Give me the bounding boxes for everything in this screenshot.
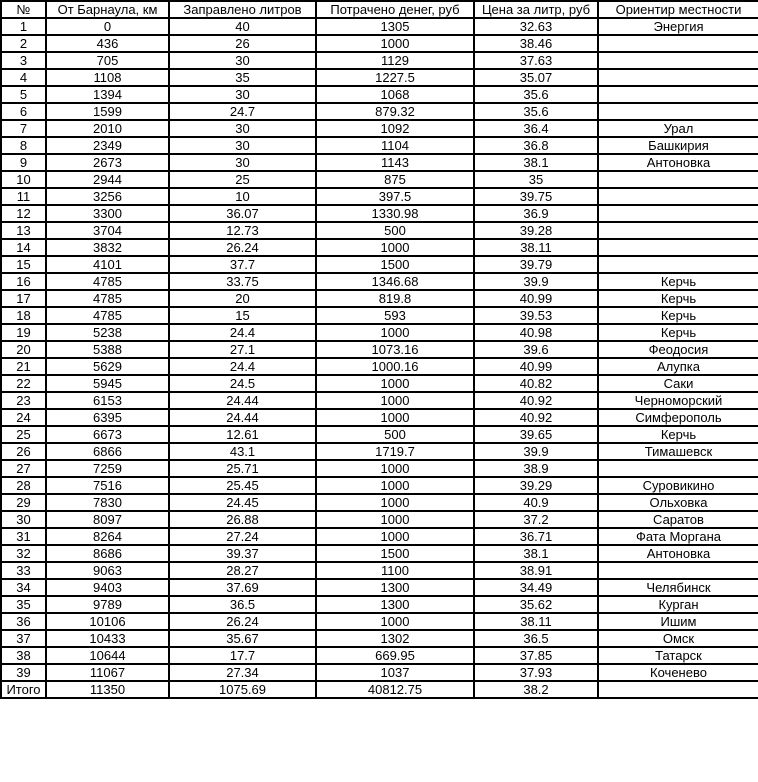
table-cell-r20-c4[interactable]: 39.6 xyxy=(474,341,598,358)
table-cell-r6-c0[interactable]: 6 xyxy=(1,103,46,120)
table-cell-r24-c3[interactable]: 1000 xyxy=(316,409,474,426)
table-cell-r28-c4[interactable]: 39.29 xyxy=(474,477,598,494)
table-cell-r7-c4[interactable]: 36.4 xyxy=(474,120,598,137)
table-cell-r36-c4[interactable]: 38.11 xyxy=(474,613,598,630)
table-cell-r2-c2[interactable]: 26 xyxy=(169,35,316,52)
table-cell-r26-c4[interactable]: 39.9 xyxy=(474,443,598,460)
table-cell-r35-c5[interactable]: Курган xyxy=(598,596,758,613)
table-cell-r32-c4[interactable]: 38.1 xyxy=(474,545,598,562)
table-row-9 xyxy=(1,154,758,171)
table-cell-r25-c4[interactable]: 39.65 xyxy=(474,426,598,443)
table-cell-r33-c2[interactable]: 28.27 xyxy=(169,562,316,579)
table-cell-r39-c5[interactable]: Коченево xyxy=(598,664,758,681)
table-cell-r3-c5[interactable] xyxy=(598,52,758,69)
table-cell-r31-c3[interactable]: 1000 xyxy=(316,528,474,545)
total-cell-1[interactable]: 11350 xyxy=(46,681,169,698)
table-cell-r14-c4[interactable]: 38.11 xyxy=(474,239,598,256)
table-cell-r31-c0[interactable]: 31 xyxy=(1,528,46,545)
table-cell-r13-c4[interactable]: 39.28 xyxy=(474,222,598,239)
table-cell-r32-c0[interactable]: 32 xyxy=(1,545,46,562)
table-cell-r29-c5[interactable]: Ольховка xyxy=(598,494,758,511)
table-cell-r5-c0[interactable]: 5 xyxy=(1,86,46,103)
table-cell-r13-c2[interactable]: 12.73 xyxy=(169,222,316,239)
table-row-36 xyxy=(1,613,758,630)
table-cell-r1-c4[interactable]: 32.63 xyxy=(474,18,598,35)
table-cell-r35-c0[interactable]: 35 xyxy=(1,596,46,613)
table-cell-r9-c5[interactable]: Антоновка xyxy=(598,154,758,171)
total-cell-3[interactable]: 40812.75 xyxy=(316,681,474,698)
table-cell-r19-c0[interactable]: 19 xyxy=(1,324,46,341)
table-cell-r28-c5[interactable]: Суровикино xyxy=(598,477,758,494)
table-cell-r37-c3[interactable]: 1302 xyxy=(316,630,474,647)
table-row-17 xyxy=(1,290,758,307)
header-cell-2[interactable]: Заправлено литров xyxy=(169,1,316,18)
table-cell-r4-c1[interactable]: 1108 xyxy=(46,69,169,86)
table-cell-r15-c4[interactable]: 39.79 xyxy=(474,256,598,273)
table-cell-r16-c2[interactable]: 33.75 xyxy=(169,273,316,290)
table-cell-r12-c1[interactable]: 3300 xyxy=(46,205,169,222)
table-cell-r21-c4[interactable]: 40.99 xyxy=(474,358,598,375)
table-cell-r23-c5[interactable]: Черноморский xyxy=(598,392,758,409)
table-cell-r9-c2[interactable]: 30 xyxy=(169,154,316,171)
table-row-19 xyxy=(1,324,758,341)
table-cell-r36-c1[interactable]: 10106 xyxy=(46,613,169,630)
table-cell-r23-c2[interactable]: 24.44 xyxy=(169,392,316,409)
table-cell-r5-c3[interactable]: 1068 xyxy=(316,86,474,103)
table-cell-r2-c5[interactable] xyxy=(598,35,758,52)
table-cell-r7-c0[interactable]: 7 xyxy=(1,120,46,137)
table-row-21 xyxy=(1,358,758,375)
table-cell-r35-c2[interactable]: 36.5 xyxy=(169,596,316,613)
table-cell-r39-c0[interactable]: 39 xyxy=(1,664,46,681)
table-cell-r24-c5[interactable]: Симферополь xyxy=(598,409,758,426)
table-cell-r4-c3[interactable]: 1227.5 xyxy=(316,69,474,86)
table-cell-r8-c0[interactable]: 8 xyxy=(1,137,46,154)
table-cell-r30-c4[interactable]: 37.2 xyxy=(474,511,598,528)
table-cell-r7-c2[interactable]: 30 xyxy=(169,120,316,137)
table-cell-r23-c3[interactable]: 1000 xyxy=(316,392,474,409)
table-cell-r26-c1[interactable]: 6866 xyxy=(46,443,169,460)
table-cell-r25-c5[interactable]: Керчь xyxy=(598,426,758,443)
table-row-3 xyxy=(1,52,758,69)
table-cell-r3-c1[interactable]: 705 xyxy=(46,52,169,69)
table-cell-r3-c3[interactable]: 1129 xyxy=(316,52,474,69)
table-cell-r22-c1[interactable]: 5945 xyxy=(46,375,169,392)
table-cell-r33-c0[interactable]: 33 xyxy=(1,562,46,579)
table-row-18 xyxy=(1,307,758,324)
table-cell-r16-c0[interactable]: 16 xyxy=(1,273,46,290)
header-cell-5[interactable]: Ориентир местности xyxy=(598,1,758,18)
table-cell-r22-c2[interactable]: 24.5 xyxy=(169,375,316,392)
fuel-log-table-header xyxy=(1,1,758,18)
table-cell-r39-c4[interactable]: 37.93 xyxy=(474,664,598,681)
table-cell-r4-c0[interactable]: 4 xyxy=(1,69,46,86)
table-cell-r21-c5[interactable]: Алупка xyxy=(598,358,758,375)
table-cell-r29-c0[interactable]: 29 xyxy=(1,494,46,511)
table-cell-r12-c5[interactable] xyxy=(598,205,758,222)
table-cell-r15-c5[interactable] xyxy=(598,256,758,273)
table-cell-r23-c0[interactable]: 23 xyxy=(1,392,46,409)
header-cell-0[interactable]: № xyxy=(1,1,46,18)
table-cell-r36-c2[interactable]: 26.24 xyxy=(169,613,316,630)
table-cell-r35-c4[interactable]: 35.62 xyxy=(474,596,598,613)
table-cell-r36-c5[interactable]: Ишим xyxy=(598,613,758,630)
table-cell-r13-c3[interactable]: 500 xyxy=(316,222,474,239)
table-cell-r25-c0[interactable]: 25 xyxy=(1,426,46,443)
table-cell-r14-c1[interactable]: 3832 xyxy=(46,239,169,256)
table-cell-r4-c2[interactable]: 35 xyxy=(169,69,316,86)
table-row-13 xyxy=(1,222,758,239)
table-cell-r27-c1[interactable]: 7259 xyxy=(46,460,169,477)
table-cell-r24-c1[interactable]: 6395 xyxy=(46,409,169,426)
table-cell-r31-c1[interactable]: 8264 xyxy=(46,528,169,545)
table-cell-r26-c5[interactable]: Тимашевск xyxy=(598,443,758,460)
total-cell-4[interactable]: 38.2 xyxy=(474,681,598,698)
table-cell-r7-c1[interactable]: 2010 xyxy=(46,120,169,137)
header-cell-3[interactable]: Потрачено денег, руб xyxy=(316,1,474,18)
table-cell-r10-c2[interactable]: 25 xyxy=(169,171,316,188)
table-cell-r23-c4[interactable]: 40.92 xyxy=(474,392,598,409)
table-cell-r25-c1[interactable]: 6673 xyxy=(46,426,169,443)
table-cell-r8-c1[interactable]: 2349 xyxy=(46,137,169,154)
table-cell-r29-c3[interactable]: 1000 xyxy=(316,494,474,511)
table-cell-r37-c4[interactable]: 36.5 xyxy=(474,630,598,647)
table-cell-r30-c1[interactable]: 8097 xyxy=(46,511,169,528)
table-cell-r35-c3[interactable]: 1300 xyxy=(316,596,474,613)
table-cell-r33-c3[interactable]: 1100 xyxy=(316,562,474,579)
table-row-37 xyxy=(1,630,758,647)
table-cell-r34-c2[interactable]: 37.69 xyxy=(169,579,316,596)
table-cell-r19-c3[interactable]: 1000 xyxy=(316,324,474,341)
table-cell-r38-c5[interactable]: Татарск xyxy=(598,647,758,664)
table-cell-r10-c0[interactable]: 10 xyxy=(1,171,46,188)
table-cell-r16-c1[interactable]: 4785 xyxy=(46,273,169,290)
table-cell-r9-c1[interactable]: 2673 xyxy=(46,154,169,171)
table-cell-r8-c4[interactable]: 36.8 xyxy=(474,137,598,154)
table-cell-r22-c5[interactable]: Саки xyxy=(598,375,758,392)
table-cell-r11-c5[interactable] xyxy=(598,188,758,205)
table-cell-r20-c2[interactable]: 27.1 xyxy=(169,341,316,358)
table-cell-r4-c4[interactable]: 35.07 xyxy=(474,69,598,86)
table-cell-r19-c5[interactable]: Керчь xyxy=(598,324,758,341)
table-cell-r21-c0[interactable]: 21 xyxy=(1,358,46,375)
table-cell-r33-c1[interactable]: 9063 xyxy=(46,562,169,579)
total-row xyxy=(1,681,758,698)
total-cell-5[interactable] xyxy=(598,681,758,698)
table-cell-r25-c2[interactable]: 12.61 xyxy=(169,426,316,443)
table-cell-r17-c5[interactable]: Керчь xyxy=(598,290,758,307)
table-cell-r3-c4[interactable]: 37.63 xyxy=(474,52,598,69)
table-cell-r30-c2[interactable]: 26.88 xyxy=(169,511,316,528)
table-cell-r11-c1[interactable]: 3256 xyxy=(46,188,169,205)
table-cell-r32-c5[interactable]: Антоновка xyxy=(598,545,758,562)
table-row-35 xyxy=(1,596,758,613)
table-cell-r25-c3[interactable]: 500 xyxy=(316,426,474,443)
table-row-32 xyxy=(1,545,758,562)
table-cell-r29-c1[interactable]: 7830 xyxy=(46,494,169,511)
table-row-31 xyxy=(1,528,758,545)
table-cell-r13-c5[interactable] xyxy=(598,222,758,239)
table-cell-r17-c3[interactable]: 819.8 xyxy=(316,290,474,307)
table-cell-r19-c1[interactable]: 5238 xyxy=(46,324,169,341)
table-cell-r2-c1[interactable]: 436 xyxy=(46,35,169,52)
table-cell-r27-c0[interactable]: 27 xyxy=(1,460,46,477)
table-cell-r1-c5[interactable]: Энергия xyxy=(598,18,758,35)
table-cell-r37-c5[interactable]: Омск xyxy=(598,630,758,647)
table-cell-r31-c5[interactable]: Фата Моргана xyxy=(598,528,758,545)
table-cell-r24-c2[interactable]: 24.44 xyxy=(169,409,316,426)
table-cell-r16-c4[interactable]: 39.9 xyxy=(474,273,598,290)
table-row-15 xyxy=(1,256,758,273)
table-cell-r20-c0[interactable]: 20 xyxy=(1,341,46,358)
table-cell-r12-c3[interactable]: 1330.98 xyxy=(316,205,474,222)
table-row-6 xyxy=(1,103,758,120)
table-cell-r4-c5[interactable] xyxy=(598,69,758,86)
table-cell-r34-c0[interactable]: 34 xyxy=(1,579,46,596)
table-cell-r38-c4[interactable]: 37.85 xyxy=(474,647,598,664)
table-cell-r26-c2[interactable]: 43.1 xyxy=(169,443,316,460)
table-row-2 xyxy=(1,35,758,52)
table-cell-r6-c4[interactable]: 35.6 xyxy=(474,103,598,120)
table-cell-r27-c4[interactable]: 38.9 xyxy=(474,460,598,477)
table-cell-r20-c3[interactable]: 1073.16 xyxy=(316,341,474,358)
table-cell-r5-c5[interactable] xyxy=(598,86,758,103)
table-cell-r5-c1[interactable]: 1394 xyxy=(46,86,169,103)
table-cell-r10-c4[interactable]: 35 xyxy=(474,171,598,188)
table-cell-r11-c2[interactable]: 10 xyxy=(169,188,316,205)
table-row-33 xyxy=(1,562,758,579)
table-cell-r12-c2[interactable]: 36.07 xyxy=(169,205,316,222)
table-cell-r21-c3[interactable]: 1000.16 xyxy=(316,358,474,375)
table-row-29 xyxy=(1,494,758,511)
table-cell-r15-c0[interactable]: 15 xyxy=(1,256,46,273)
table-cell-r18-c0[interactable]: 18 xyxy=(1,307,46,324)
table-cell-r24-c0[interactable]: 24 xyxy=(1,409,46,426)
table-row-24 xyxy=(1,409,758,426)
table-cell-r30-c3[interactable]: 1000 xyxy=(316,511,474,528)
table-cell-r26-c3[interactable]: 1719.7 xyxy=(316,443,474,460)
table-cell-r37-c2[interactable]: 35.67 xyxy=(169,630,316,647)
table-cell-r35-c1[interactable]: 9789 xyxy=(46,596,169,613)
table-cell-r38-c2[interactable]: 17.7 xyxy=(169,647,316,664)
table-cell-r8-c3[interactable]: 1104 xyxy=(316,137,474,154)
table-cell-r11-c4[interactable]: 39.75 xyxy=(474,188,598,205)
table-cell-r1-c2[interactable]: 40 xyxy=(169,18,316,35)
header-cell-1[interactable]: От Барнаула, км xyxy=(46,1,169,18)
table-cell-r17-c0[interactable]: 17 xyxy=(1,290,46,307)
table-cell-r1-c3[interactable]: 1305 xyxy=(316,18,474,35)
header-cell-4[interactable]: Цена за литр, руб xyxy=(474,1,598,18)
table-cell-r17-c4[interactable]: 40.99 xyxy=(474,290,598,307)
table-cell-r36-c0[interactable]: 36 xyxy=(1,613,46,630)
table-cell-r14-c2[interactable]: 26.24 xyxy=(169,239,316,256)
table-row-20 xyxy=(1,341,758,358)
table-cell-r10-c3[interactable]: 875 xyxy=(316,171,474,188)
table-cell-r38-c0[interactable]: 38 xyxy=(1,647,46,664)
table-cell-r15-c1[interactable]: 4101 xyxy=(46,256,169,273)
table-cell-r14-c5[interactable] xyxy=(598,239,758,256)
table-row-16 xyxy=(1,273,758,290)
table-cell-r14-c3[interactable]: 1000 xyxy=(316,239,474,256)
table-cell-r39-c2[interactable]: 27.34 xyxy=(169,664,316,681)
table-row-8 xyxy=(1,137,758,154)
table-row-23 xyxy=(1,392,758,409)
table-cell-r32-c2[interactable]: 39.37 xyxy=(169,545,316,562)
table-cell-r6-c3[interactable]: 879.32 xyxy=(316,103,474,120)
table-cell-r39-c1[interactable]: 11067 xyxy=(46,664,169,681)
table-cell-r1-c1[interactable]: 0 xyxy=(46,18,169,35)
table-cell-r20-c1[interactable]: 5388 xyxy=(46,341,169,358)
table-row-7 xyxy=(1,120,758,137)
table-cell-r12-c4[interactable]: 36.9 xyxy=(474,205,598,222)
table-row-1 xyxy=(1,18,758,35)
table-cell-r6-c2[interactable]: 24.7 xyxy=(169,103,316,120)
table-row-10 xyxy=(1,171,758,188)
table-cell-r18-c4[interactable]: 39.53 xyxy=(474,307,598,324)
table-cell-r20-c5[interactable]: Феодосия xyxy=(598,341,758,358)
table-cell-r3-c2[interactable]: 30 xyxy=(169,52,316,69)
table-cell-r19-c2[interactable]: 24.4 xyxy=(169,324,316,341)
table-row-28 xyxy=(1,477,758,494)
table-cell-r30-c0[interactable]: 30 xyxy=(1,511,46,528)
table-row-4 xyxy=(1,69,758,86)
table-cell-r27-c2[interactable]: 25.71 xyxy=(169,460,316,477)
table-cell-r23-c1[interactable]: 6153 xyxy=(46,392,169,409)
table-cell-r13-c1[interactable]: 3704 xyxy=(46,222,169,239)
table-cell-r15-c2[interactable]: 37.7 xyxy=(169,256,316,273)
table-row-26 xyxy=(1,443,758,460)
table-cell-r28-c1[interactable]: 7516 xyxy=(46,477,169,494)
table-cell-r3-c0[interactable]: 3 xyxy=(1,52,46,69)
table-cell-r32-c3[interactable]: 1500 xyxy=(316,545,474,562)
table-row-38 xyxy=(1,647,758,664)
table-cell-r12-c0[interactable]: 12 xyxy=(1,205,46,222)
table-cell-r27-c3[interactable]: 1000 xyxy=(316,460,474,477)
table-cell-r2-c3[interactable]: 1000 xyxy=(316,35,474,52)
table-cell-r7-c3[interactable]: 1092 xyxy=(316,120,474,137)
table-cell-r34-c1[interactable]: 9403 xyxy=(46,579,169,596)
table-cell-r39-c3[interactable]: 1037 xyxy=(316,664,474,681)
table-cell-r38-c1[interactable]: 10644 xyxy=(46,647,169,664)
table-cell-r6-c1[interactable]: 1599 xyxy=(46,103,169,120)
table-cell-r28-c0[interactable]: 28 xyxy=(1,477,46,494)
table-cell-r33-c5[interactable] xyxy=(598,562,758,579)
table-cell-r6-c5[interactable] xyxy=(598,103,758,120)
table-cell-r34-c5[interactable]: Челябинск xyxy=(598,579,758,596)
table-cell-r32-c1[interactable]: 8686 xyxy=(46,545,169,562)
table-cell-r19-c4[interactable]: 40.98 xyxy=(474,324,598,341)
table-row-12 xyxy=(1,205,758,222)
table-cell-r27-c5[interactable] xyxy=(598,460,758,477)
table-cell-r2-c0[interactable]: 2 xyxy=(1,35,46,52)
table-cell-r21-c1[interactable]: 5629 xyxy=(46,358,169,375)
table-cell-r11-c3[interactable]: 397.5 xyxy=(316,188,474,205)
table-cell-r18-c1[interactable]: 4785 xyxy=(46,307,169,324)
table-cell-r37-c0[interactable]: 37 xyxy=(1,630,46,647)
total-cell-2[interactable]: 1075.69 xyxy=(169,681,316,698)
table-cell-r34-c3[interactable]: 1300 xyxy=(316,579,474,596)
table-cell-r33-c4[interactable]: 38.91 xyxy=(474,562,598,579)
table-cell-r2-c4[interactable]: 38.46 xyxy=(474,35,598,52)
table-cell-r10-c1[interactable]: 2944 xyxy=(46,171,169,188)
table-cell-r22-c4[interactable]: 40.82 xyxy=(474,375,598,392)
table-cell-r9-c3[interactable]: 1143 xyxy=(316,154,474,171)
table-cell-r8-c2[interactable]: 30 xyxy=(169,137,316,154)
table-cell-r34-c4[interactable]: 34.49 xyxy=(474,579,598,596)
table-cell-r15-c3[interactable]: 1500 xyxy=(316,256,474,273)
table-cell-r8-c5[interactable]: Башкирия xyxy=(598,137,758,154)
table-cell-r17-c2[interactable]: 20 xyxy=(169,290,316,307)
table-cell-r28-c2[interactable]: 25.45 xyxy=(169,477,316,494)
table-cell-r29-c4[interactable]: 40.9 xyxy=(474,494,598,511)
table-cell-r37-c1[interactable]: 10433 xyxy=(46,630,169,647)
table-cell-r11-c0[interactable]: 11 xyxy=(1,188,46,205)
total-cell-0[interactable]: Итого xyxy=(1,681,46,698)
table-cell-r14-c0[interactable]: 14 xyxy=(1,239,46,256)
table-cell-r17-c1[interactable]: 4785 xyxy=(46,290,169,307)
table-cell-r31-c2[interactable]: 27.24 xyxy=(169,528,316,545)
table-cell-r26-c0[interactable]: 26 xyxy=(1,443,46,460)
table-cell-r10-c5[interactable] xyxy=(598,171,758,188)
table-cell-r22-c0[interactable]: 22 xyxy=(1,375,46,392)
table-cell-r30-c5[interactable]: Саратов xyxy=(598,511,758,528)
table-cell-r18-c3[interactable]: 593 xyxy=(316,307,474,324)
table-cell-r5-c2[interactable]: 30 xyxy=(169,86,316,103)
table-cell-r9-c0[interactable]: 9 xyxy=(1,154,46,171)
table-cell-r31-c4[interactable]: 36.71 xyxy=(474,528,598,545)
table-cell-r16-c3[interactable]: 1346.68 xyxy=(316,273,474,290)
table-row-22 xyxy=(1,375,758,392)
table-cell-r36-c3[interactable]: 1000 xyxy=(316,613,474,630)
table-cell-r24-c4[interactable]: 40.92 xyxy=(474,409,598,426)
header-row xyxy=(1,1,758,18)
table-cell-r13-c0[interactable]: 13 xyxy=(1,222,46,239)
table-row-30 xyxy=(1,511,758,528)
table-cell-r21-c2[interactable]: 24.4 xyxy=(169,358,316,375)
table-cell-r16-c5[interactable]: Керчь xyxy=(598,273,758,290)
table-cell-r28-c3[interactable]: 1000 xyxy=(316,477,474,494)
table-cell-r7-c5[interactable]: Урал xyxy=(598,120,758,137)
table-cell-r5-c4[interactable]: 35.6 xyxy=(474,86,598,103)
table-row-14 xyxy=(1,239,758,256)
table-cell-r9-c4[interactable]: 38.1 xyxy=(474,154,598,171)
table-cell-r29-c2[interactable]: 24.45 xyxy=(169,494,316,511)
table-cell-r18-c2[interactable]: 15 xyxy=(169,307,316,324)
fuel-log-table-body xyxy=(1,18,758,698)
table-row-25 xyxy=(1,426,758,443)
table-cell-r22-c3[interactable]: 1000 xyxy=(316,375,474,392)
table-row-11 xyxy=(1,188,758,205)
table-cell-r1-c0[interactable]: 1 xyxy=(1,18,46,35)
table-row-39 xyxy=(1,664,758,681)
table-row-34 xyxy=(1,579,758,596)
table-cell-r18-c5[interactable]: Керчь xyxy=(598,307,758,324)
table-row-5 xyxy=(1,86,758,103)
table-cell-r38-c3[interactable]: 669.95 xyxy=(316,647,474,664)
table-row-27 xyxy=(1,460,758,477)
